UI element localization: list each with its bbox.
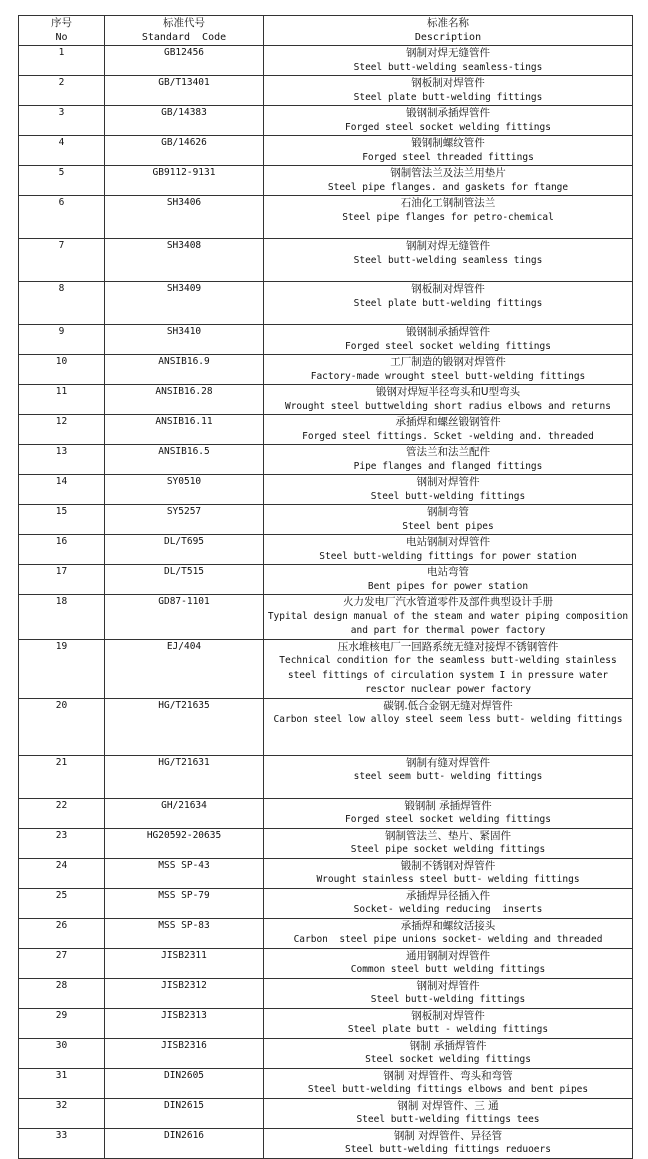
description-en: Technical condition for the seamless butt-welding stainless steel fittings of circulation system I in pressure water resctor nuclear power factory <box>279 655 623 695</box>
row-number: 28 <box>19 978 105 1008</box>
description-cn: 锻钢制 承插焊管件 <box>404 799 492 812</box>
description-cell <box>264 136 633 166</box>
description-cn: 钢板制对焊管件 <box>411 283 485 295</box>
description-cn: 钢制对焊无缝管件 <box>406 240 490 252</box>
description-cell <box>264 755 633 798</box>
description-cell <box>264 828 633 858</box>
standard-code: GH/21634 <box>105 798 264 828</box>
standard-code: GB/14383 <box>105 106 264 136</box>
table-row <box>19 698 633 755</box>
table-row <box>19 239 633 282</box>
description-en: steel seem butt- welding fittings <box>353 771 543 782</box>
description-en: Steel pipe flanges for petro-chemical <box>342 211 554 223</box>
standard-code: MSS SP-43 <box>105 858 264 888</box>
header-description <box>264 16 633 46</box>
description-cn: 钢板制对焊管件 <box>411 77 485 89</box>
description-en: Forged steel socket welding fittings <box>345 121 551 133</box>
standard-code: JISB2311 <box>105 948 264 978</box>
row-number: 18 <box>19 595 105 640</box>
row-number: 12 <box>19 415 105 445</box>
description-en: Forged steel fittings. Scket -welding and. threaded <box>302 430 594 442</box>
standard-code: SH3406 <box>105 196 264 239</box>
row-number: 2 <box>19 76 105 106</box>
description-cn: 钢制 对焊管件、弯头和弯管 <box>383 1069 513 1082</box>
row-number: 29 <box>19 1008 105 1038</box>
description-cn: 通用钢制对焊管件 <box>406 949 490 962</box>
row-number: 8 <box>19 282 105 325</box>
description-cn: 工厂制造的锻钢对焊管件 <box>390 356 506 368</box>
row-number: 11 <box>19 385 105 415</box>
description-cell <box>264 918 633 948</box>
description-cell <box>264 46 633 76</box>
description-cn: 钢制管法兰、垫片、紧固件 <box>385 829 511 842</box>
standard-code: DL/T515 <box>105 565 264 595</box>
standards-table <box>18 15 633 1159</box>
standard-code: GB/14626 <box>105 136 264 166</box>
description-en: Forged steel socket welding fittings <box>345 340 551 352</box>
description-en: Socket- welding reducing inserts <box>353 904 543 915</box>
description-cell <box>264 196 633 239</box>
description-en: Steel butt-welding seamless tings <box>353 254 543 266</box>
description-cell <box>264 1038 633 1068</box>
row-number: 26 <box>19 918 105 948</box>
description-cn: 承插焊和螺纹活接头 <box>400 919 496 932</box>
row-number: 4 <box>19 136 105 166</box>
description-cn: 锻制不锈钢对焊管件 <box>400 859 496 872</box>
standard-code: SH3408 <box>105 239 264 282</box>
description-en: Steel butt-welding fittings <box>370 994 526 1005</box>
description-en: Carbon steel low alloy steel seem less butt- welding fittings <box>273 714 623 725</box>
description-en: Steel butt-welding fittings for power station <box>319 550 577 562</box>
description-cn: 火力发电厂汽水管道零件及部件典型设计手册 <box>343 596 553 608</box>
description-cell <box>264 166 633 196</box>
standard-code: JISB2312 <box>105 978 264 1008</box>
row-number: 6 <box>19 196 105 239</box>
row-number: 7 <box>19 239 105 282</box>
standard-code: GB9112-9131 <box>105 166 264 196</box>
description-cell <box>264 282 633 325</box>
table-row <box>19 445 633 475</box>
description-en: Steel socket welding fittings <box>365 1054 531 1065</box>
table-row <box>19 535 633 565</box>
table-row <box>19 1038 633 1068</box>
description-cell <box>264 385 633 415</box>
table-row <box>19 106 633 136</box>
row-number: 32 <box>19 1098 105 1128</box>
description-cell <box>264 565 633 595</box>
header-desc-en: Description <box>414 31 482 43</box>
row-number: 3 <box>19 106 105 136</box>
table-row <box>19 385 633 415</box>
standard-code: ANSIB16.28 <box>105 385 264 415</box>
table-row <box>19 136 633 166</box>
description-cell <box>264 535 633 565</box>
description-cn: 电站弯管 <box>427 566 469 578</box>
standard-code: JISB2313 <box>105 1008 264 1038</box>
header-no <box>19 16 105 46</box>
row-number: 5 <box>19 166 105 196</box>
row-number: 13 <box>19 445 105 475</box>
description-cell <box>264 1098 633 1128</box>
row-number: 31 <box>19 1068 105 1098</box>
standard-code: MSS SP-83 <box>105 918 264 948</box>
description-cn: 压水堆核电厂一回路系统无缝对接焊不锈钢管件 <box>337 640 559 653</box>
description-en: Pipe flanges and flanged fittings <box>353 460 543 472</box>
row-number: 15 <box>19 505 105 535</box>
row-number: 22 <box>19 798 105 828</box>
description-cn: 管法兰和法兰配件 <box>406 446 490 458</box>
description-en: Steel pipe socket welding fittings <box>350 844 546 855</box>
description-cell <box>264 595 633 640</box>
description-en: Steel plate butt-welding fittings <box>353 91 543 103</box>
description-cell <box>264 239 633 282</box>
table-body <box>19 46 633 1159</box>
standard-code: SY5257 <box>105 505 264 535</box>
table-row <box>19 76 633 106</box>
description-en: Steel pipe flanges. and gaskets for ftange <box>327 181 569 193</box>
table-row <box>19 888 633 918</box>
row-number: 23 <box>19 828 105 858</box>
standard-code: DIN2615 <box>105 1098 264 1128</box>
description-cn: 锻钢制承插焊管件 <box>406 326 490 338</box>
description-en: Carbon steel pipe unions socket- welding and threaded <box>293 934 603 945</box>
description-cn: 钢制对焊管件 <box>416 979 480 992</box>
description-cn: 锻钢制螺纹管件 <box>411 137 485 149</box>
description-en: Steel butt-welding fittings <box>370 490 526 502</box>
description-cell <box>264 948 633 978</box>
description-cn: 钢制对焊无缝管件 <box>406 47 490 59</box>
description-cn: 钢制有缝对焊管件 <box>406 756 490 769</box>
description-en: Steel butt-welding fittings reduoers <box>345 1144 551 1155</box>
description-cell <box>264 698 633 755</box>
standard-code: DIN2605 <box>105 1068 264 1098</box>
row-number: 25 <box>19 888 105 918</box>
standard-code: ANSIB16.11 <box>105 415 264 445</box>
table-row <box>19 755 633 798</box>
description-cell <box>264 505 633 535</box>
table-row <box>19 948 633 978</box>
table-row <box>19 639 633 698</box>
description-cn: 电站钢制对焊管件 <box>406 536 490 548</box>
row-number: 14 <box>19 475 105 505</box>
row-number: 16 <box>19 535 105 565</box>
header-no-cn: 序号 <box>51 17 72 29</box>
description-cn: 石油化工钢制管法兰 <box>400 197 496 209</box>
header-no-en: No <box>55 31 68 43</box>
standard-code: DL/T695 <box>105 535 264 565</box>
description-cn: 锻钢制承插焊管件 <box>406 107 490 119</box>
standard-code: DIN2616 <box>105 1128 264 1158</box>
standard-code: SH3409 <box>105 282 264 325</box>
description-cn: 碳钢.低合金钢无缝对焊管件 <box>383 699 513 712</box>
table-row <box>19 196 633 239</box>
standard-code: JISB2316 <box>105 1038 264 1068</box>
table-row <box>19 595 633 640</box>
row-number: 27 <box>19 948 105 978</box>
standard-code: SH3410 <box>105 325 264 355</box>
description-cell <box>264 798 633 828</box>
standard-code: HG/T21631 <box>105 755 264 798</box>
description-cell <box>264 325 633 355</box>
description-cell <box>264 475 633 505</box>
standard-code: HG20592-20635 <box>105 828 264 858</box>
description-en: Forged steel socket welding fittings <box>345 814 551 825</box>
standard-code: GB12456 <box>105 46 264 76</box>
standard-code: EJ/404 <box>105 639 264 698</box>
description-cell <box>264 1008 633 1038</box>
row-number: 21 <box>19 755 105 798</box>
description-cell <box>264 888 633 918</box>
description-cn: 锻钢对焊短半径弯头和U型弯头 <box>375 386 521 398</box>
row-number: 24 <box>19 858 105 888</box>
row-number: 19 <box>19 639 105 698</box>
description-cn: 钢制弯管 <box>427 506 469 518</box>
header-code-cn: 标准代号 <box>163 17 205 29</box>
description-en: Typital design manual of the steam and water piping composition and part for thermal power factory <box>267 610 634 636</box>
table-row <box>19 282 633 325</box>
description-cn: 钢板制对焊管件 <box>411 1009 485 1022</box>
description-en: Forged steel threaded fittings <box>362 151 534 163</box>
description-cell <box>264 445 633 475</box>
table-row <box>19 1008 633 1038</box>
row-number: 10 <box>19 355 105 385</box>
table-row <box>19 918 633 948</box>
table-row <box>19 828 633 858</box>
table-row <box>19 415 633 445</box>
standard-code: ANSIB16.5 <box>105 445 264 475</box>
standard-code: HG/T21635 <box>105 698 264 755</box>
description-en: Common steel butt welding fittings <box>350 964 546 975</box>
row-number: 33 <box>19 1128 105 1158</box>
table-row <box>19 1128 633 1158</box>
table-row <box>19 505 633 535</box>
description-cn: 钢制 对焊管件、三 通 <box>397 1099 499 1112</box>
description-cell <box>264 978 633 1008</box>
description-en: Bent pipes for power station <box>367 580 529 592</box>
description-cell <box>264 415 633 445</box>
table-row <box>19 565 633 595</box>
description-en: Steel butt-welding fittings tees <box>356 1114 540 1125</box>
standard-code: GB/T13401 <box>105 76 264 106</box>
row-number: 1 <box>19 46 105 76</box>
table-row <box>19 475 633 505</box>
row-number: 20 <box>19 698 105 755</box>
description-cell <box>264 355 633 385</box>
description-cn: 承插焊异径插入件 <box>406 889 490 902</box>
header-row <box>19 16 633 46</box>
description-en: Steel plate butt-welding fittings <box>353 297 543 309</box>
description-cn: 钢制 对焊管件、异径管 <box>393 1129 503 1142</box>
description-en: Factory-made wrought steel butt-welding fittings <box>310 370 586 382</box>
description-en: Steel bent pipes <box>402 520 494 532</box>
standard-code: GD87-1101 <box>105 595 264 640</box>
standard-code: MSS SP-79 <box>105 888 264 918</box>
table-row <box>19 978 633 1008</box>
table-row <box>19 166 633 196</box>
description-cn: 承插焊和螺丝锻钢管件 <box>395 416 501 428</box>
description-en: Wrought stainless steel butt- welding fittings <box>316 874 580 885</box>
row-number: 30 <box>19 1038 105 1068</box>
header-code-en: Standard Code <box>141 31 227 43</box>
header-desc-cn: 标准名称 <box>427 17 469 29</box>
row-number: 17 <box>19 565 105 595</box>
table-row <box>19 46 633 76</box>
description-cell <box>264 639 633 698</box>
description-cell <box>264 76 633 106</box>
description-cn: 钢制 承插焊管件 <box>409 1039 487 1052</box>
standard-code: ANSIB16.9 <box>105 355 264 385</box>
description-en: Steel butt-welding seamless-tings <box>353 61 543 73</box>
table-row <box>19 798 633 828</box>
table-row <box>19 355 633 385</box>
table-row <box>19 1098 633 1128</box>
description-cell <box>264 1068 633 1098</box>
table-row <box>19 325 633 355</box>
description-en: Wrought steel buttwelding short radius elbows and returns <box>284 400 611 412</box>
row-number: 9 <box>19 325 105 355</box>
header-code <box>105 16 264 46</box>
description-cell <box>264 858 633 888</box>
description-cn: 钢制对焊管件 <box>416 476 480 488</box>
table-row <box>19 1068 633 1098</box>
description-cn: 钢制管法兰及法兰用垫片 <box>390 167 506 179</box>
description-cell <box>264 106 633 136</box>
description-en: Steel plate butt - welding fittings <box>347 1024 549 1035</box>
table-row <box>19 858 633 888</box>
description-cell <box>264 1128 633 1158</box>
standard-code: SY0510 <box>105 475 264 505</box>
description-en: Steel butt-welding fittings elbows and bent pipes <box>307 1084 589 1095</box>
